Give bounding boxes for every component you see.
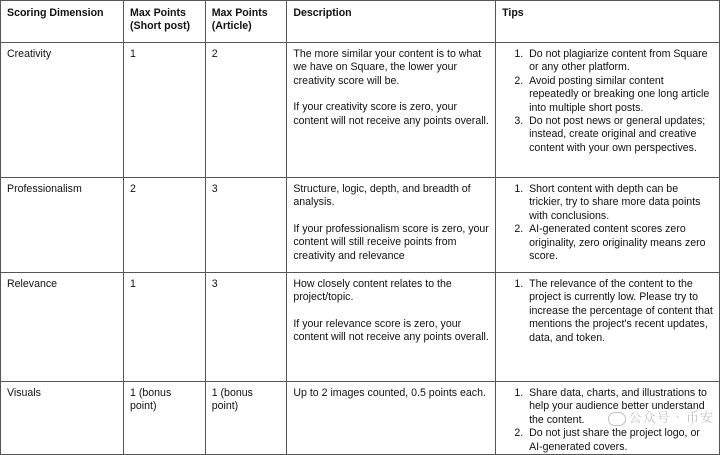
- short-post-cell: 1: [124, 273, 206, 382]
- tip-item: 1. Share data, charts, and illustrations to help your audience better understand the content.: [526, 387, 713, 427]
- dimension-cell: Relevance: [1, 273, 124, 382]
- description-paragraph: The more similar your content is to what we have on Square, the lower your creativity score will be.: [293, 48, 482, 87]
- description-paragraph: If your creativity score is zero, your content will not receive any points overall.: [293, 101, 489, 127]
- tips-list: [502, 278, 713, 345]
- tip-item: 1. The relevance of the content to the project is currently low. Please try to increase the percentage of content that mentions the project's recent updates, data, and token.: [526, 278, 713, 345]
- tips-cell: [496, 382, 720, 455]
- tip-item: 2. Do not just share the project logo, or AI-generated covers.: [526, 427, 713, 454]
- table-row: [1, 382, 720, 455]
- tips-cell: [496, 178, 720, 273]
- description-cell: [287, 43, 496, 178]
- description-paragraph: How closely content relates to the project/topic.: [293, 278, 452, 304]
- tip-item: 1. Do not plagiarize content from Square or any other platform.: [526, 48, 713, 75]
- header-max-points-short: Max Points (Short post): [124, 1, 206, 43]
- short-post-cell: 2: [124, 178, 206, 273]
- tips-list: [502, 183, 713, 263]
- header-dimension: Scoring Dimension: [1, 1, 124, 43]
- tip-item: 3. Do not post news or general updates; instead, create original and creative content with your own perspectives.: [526, 115, 713, 155]
- article-cell: 3: [205, 178, 287, 273]
- header-description: Description: [287, 1, 496, 43]
- article-cell: 1 (bonus point): [205, 382, 287, 455]
- description-paragraph: If your relevance score is zero, your content will not receive any points overall.: [293, 317, 489, 344]
- tips-list: [502, 48, 713, 155]
- article-cell: 3: [205, 273, 287, 382]
- description-paragraph: Up to 2 images counted, 0.5 points each.: [293, 387, 486, 399]
- tips-cell: [496, 43, 720, 178]
- dimension-cell: Creativity: [1, 43, 124, 178]
- description-cell: [287, 382, 496, 455]
- dimension-cell: Visuals: [1, 382, 124, 455]
- short-post-cell: 1 (bonus point): [124, 382, 206, 455]
- tip-item: 2. AI-generated content scores zero originality, zero originality means zero score.: [526, 223, 713, 263]
- header-max-points-article: Max Points (Article): [205, 1, 287, 43]
- tips-cell: [496, 273, 720, 382]
- short-post-cell: 1: [124, 43, 206, 178]
- table-row: [1, 178, 720, 273]
- description-paragraph: Structure, logic, depth, and breadth of analysis.: [293, 183, 471, 209]
- table-row: [1, 43, 720, 178]
- watermark-text: 公众号 · 币安: [628, 411, 714, 426]
- header-row: [1, 1, 720, 43]
- description-cell: [287, 273, 496, 382]
- table-row: [1, 273, 720, 382]
- description-paragraph: If your professionalism score is zero, your content will still receive points from creativity and relevance: [293, 222, 489, 262]
- tip-item: 1. Short content with depth can be trickier, try to share more data points with conclusions.: [526, 183, 713, 223]
- dimension-cell: Professionalism: [1, 178, 124, 273]
- tips-list: [502, 387, 713, 454]
- tip-item: 2. Avoid posting similar content repeatedly or breaking one long article into multiple short posts.: [526, 75, 713, 115]
- article-cell: 2: [205, 43, 287, 178]
- header-tips: Tips: [496, 1, 720, 43]
- description-cell: [287, 178, 496, 273]
